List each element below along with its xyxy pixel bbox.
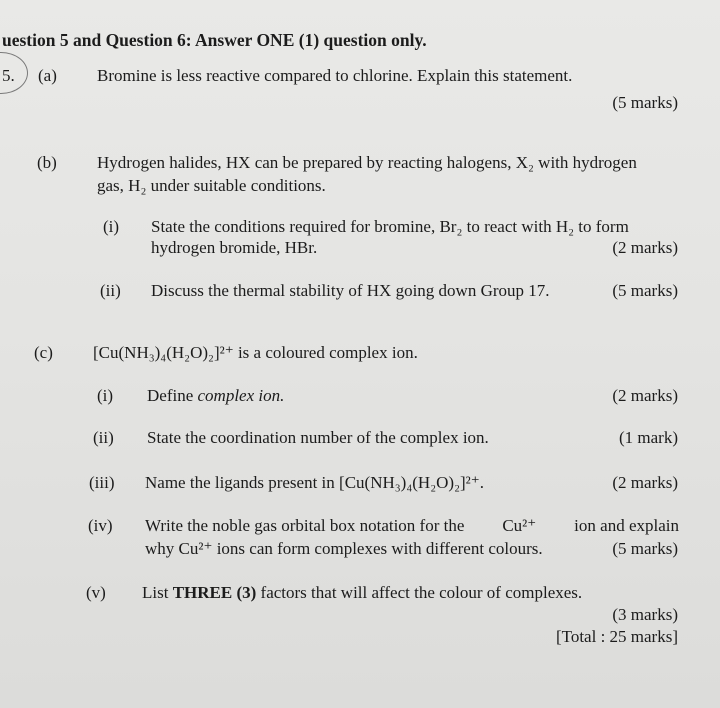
part-c-v-text <box>142 583 582 603</box>
section-header: uestion 5 and Question 6: Answer ONE (1) question only. <box>2 30 427 50</box>
part-a-label: (a) <box>38 66 57 85</box>
part-c-iv-line1-a: Write the noble gas orbital box notation for the <box>145 516 465 535</box>
part-c-i-prefix: Define <box>147 386 194 405</box>
part-c-iv-ion: Cu²⁺ <box>502 516 537 535</box>
part-c-iii-complex: [Cu(NH₃)₄(H₂O)₂]²⁺. <box>339 473 484 492</box>
part-b-i-line1: State the conditions required for bromine, Br₂ to react with H₂ to form <box>151 217 629 236</box>
part-c-line <box>93 343 418 363</box>
part-c-iii-label: (iii) <box>89 473 115 492</box>
part-b-ii-label: (ii) <box>100 281 121 300</box>
part-b-i-marks: (2 marks) <box>612 238 678 257</box>
part-c-i-text <box>147 386 284 406</box>
part-b-label: (b) <box>37 153 57 172</box>
part-c-text: is a coloured complex ion. <box>237 343 418 362</box>
part-c-i-label: (i) <box>97 386 114 405</box>
total-marks: [Total : 25 marks] <box>555 627 678 646</box>
part-c-iv-line2-b: ions can form complexes with different colours. <box>216 539 543 558</box>
part-c-v-marks: (3 marks) <box>612 605 678 624</box>
part-c-iii-marks: (2 marks) <box>612 473 678 492</box>
part-c-v-count: THREE (3) <box>172 583 257 602</box>
part-c-ii-label: (ii) <box>93 428 114 447</box>
part-c-iv-why: why <box>145 539 175 558</box>
part-b-line1: Hydrogen halides, HX can be prepared by reacting halogens, X₂ with hydrogen <box>97 153 637 172</box>
part-c-v-list: List <box>142 583 169 602</box>
part-c-iv-line2 <box>145 539 543 559</box>
part-a-marks: (5 marks) <box>612 93 678 112</box>
part-c-iv-line1-b: ion and explain <box>574 516 679 535</box>
part-a-text: Bromine is less reactive compared to chlorine. Explain this statement. <box>97 66 573 85</box>
part-c-v-rest: factors that will affect the colour of complexes. <box>260 583 583 602</box>
part-b-ii-text: Discuss the thermal stability of HX going down Group 17. <box>151 281 550 300</box>
part-b-ii-marks: (5 marks) <box>612 281 678 300</box>
complex-ion-formula: [Cu(NH₃)₄(H₂O)₂]²⁺ <box>93 343 234 362</box>
part-c-ii-text: State the coordination number of the complex ion. <box>147 428 489 447</box>
part-c-iv-line1 <box>145 516 679 536</box>
part-c-ii-marks: (1 mark) <box>618 428 678 447</box>
part-c-iii-text <box>145 473 484 493</box>
part-c-i-term: complex ion. <box>197 386 285 405</box>
part-b-line2: gas, H₂ under suitable conditions. <box>97 176 326 195</box>
part-c-label: (c) <box>34 343 53 362</box>
part-b-i-line2: hydrogen bromide, HBr. <box>151 238 318 257</box>
part-c-iv-marks: (5 marks) <box>612 539 678 558</box>
part-c-iii-prefix: Name the ligands present in <box>145 473 335 492</box>
part-c-iv-label: (iv) <box>88 516 113 535</box>
part-c-iv-ion-2: Cu²⁺ <box>178 539 213 558</box>
part-c-i-marks: (2 marks) <box>612 386 678 405</box>
part-c-v-label: (v) <box>86 583 106 602</box>
question-number: 5. <box>2 66 15 85</box>
part-b-i-label: (i) <box>103 217 120 236</box>
